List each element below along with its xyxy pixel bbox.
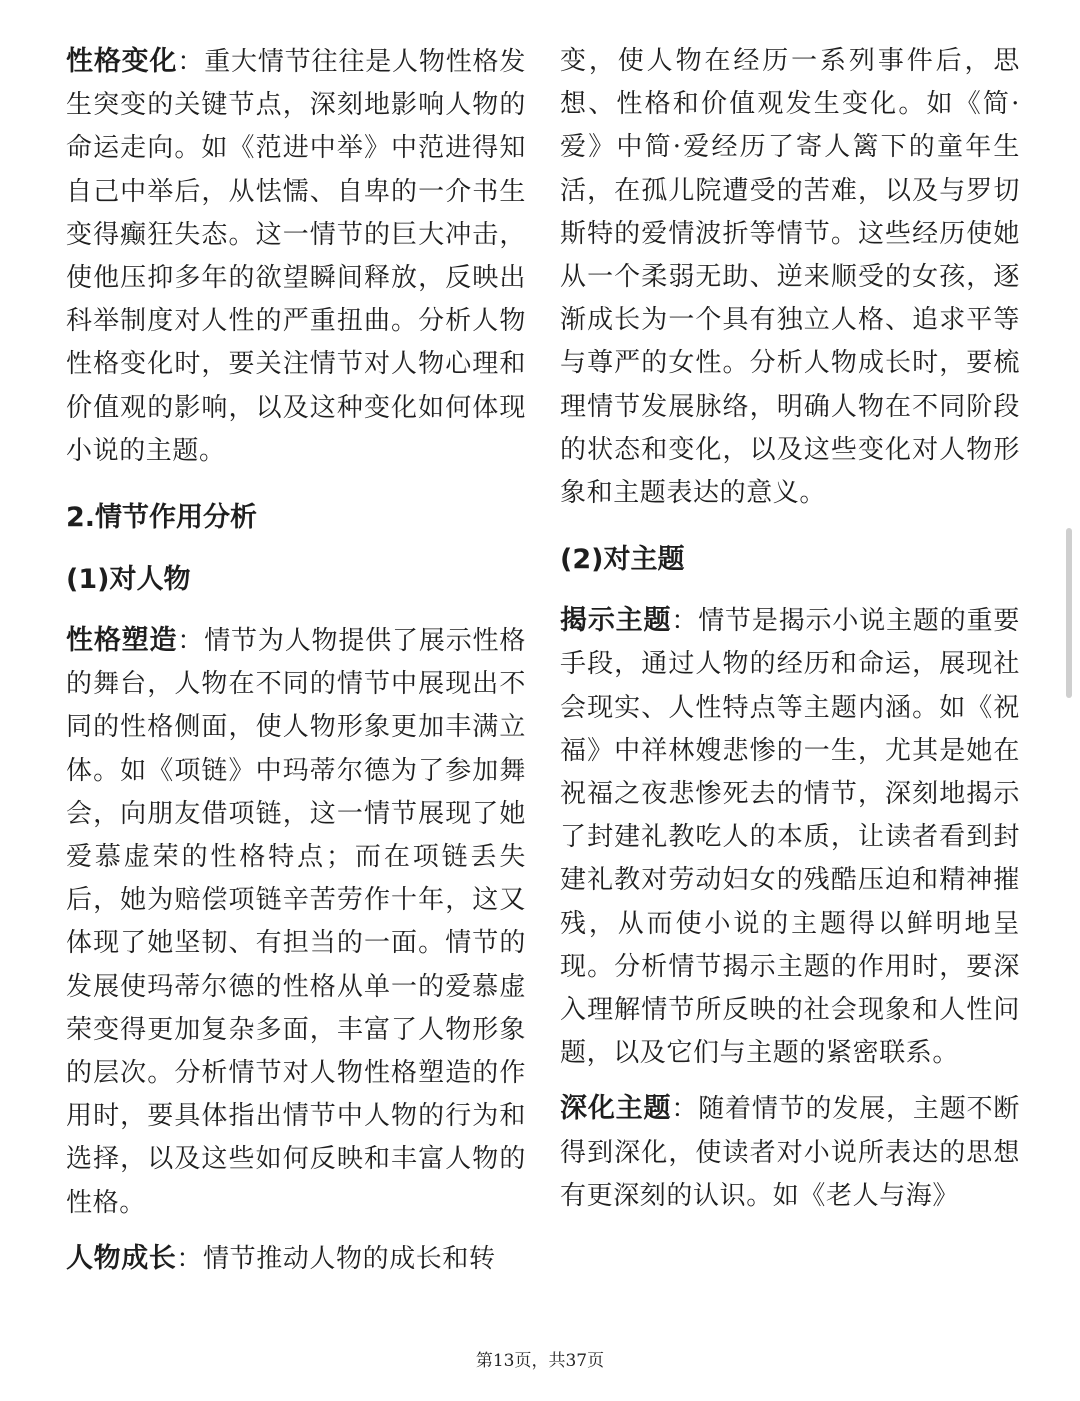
- term-personality-shaping: 性格塑造: [66, 625, 178, 657]
- text-personality-shaping: ：情节为人物提供了展示性格的舞台，人物在不同的情节中展现出不同的性格侧面，使人物形象更加丰满立体。如《项链》中玛蒂尔德为了参加舞会，向朋友借项链，这一情节展现了她爱慕虚荣的性格特点；而在项链丢失后，她为赔偿项链辛苦劳作十年，这又体现了她坚韧、有担当的一面。情节的发展使玛蒂尔德的性格从单一的爱慕虚荣变得更加复杂多面，丰富了人物形象的层次。分析情节对人物性格塑造的作用时，要具体指出情节中人物的行为和选择，以及这些如何反映和丰富人物的性格。: [66, 626, 526, 1218]
- paragraph-reveal-theme: [560, 599, 1020, 1075]
- left-column: [66, 40, 526, 1281]
- section-heading-plot-function: 2.情节作用分析: [66, 502, 258, 534]
- subheading-on-characters: (1)对人物: [66, 564, 191, 596]
- term-deepen-theme: 深化主题: [560, 1093, 672, 1125]
- term-character-growth: 人物成长: [66, 1242, 177, 1274]
- paragraph-deepen-theme: [560, 1087, 1020, 1218]
- paragraph-character-growth-cont: 变，使人物在经历一系列事件后，思想、性格和价值观发生变化。如《简·爱》中简·爱经历了寄人篱下的童年生活，在孤儿院遭受的苦难，以及与罗切斯特的爱情波折等情节。这些经历使她从一个柔弱无助、逆来顺受的女孩，逐渐成长为一个具有独立人格、追求平等与尊严的女性。分析人物成长时，要梳理情节发展脉络，明确人物在不同阶段的状态和变化，以及这些变化对人物形象和主题表达的意义。: [560, 46, 1020, 509]
- text-deepen-theme: ：随着情节的发展，主题不断得到深化，使读者对小说所表达的思想有更深刻的认识。如《老人与海》: [560, 1094, 1020, 1211]
- term-reveal-theme: 揭示主题: [560, 605, 672, 637]
- subheading-on-theme: (2)对主题: [560, 544, 685, 576]
- text-reveal-theme: ：情节是揭示小说主题的重要手段，通过人物的经历和命运，展现社会现实、人性特点等主题内涵。如《祝福》中祥林嫂悲惨的一生，尤其是她在祝福之夜悲惨死去的情节，深刻地揭示了封建礼教吃人的本质，让读者看到封建礼教对劳动妇女的残酷压迫和精神摧残，从而使小说的主题得以鲜明地呈现。分析情节揭示主题的作用时，要深入理解情节所反映的社会现象和人性问题，以及它们与主题的紧密联系。: [560, 606, 1020, 1069]
- page-number-footer: 第13页，共37页: [475, 1351, 605, 1371]
- paragraph-personality-change: [66, 40, 526, 473]
- paragraph-character-growth: [66, 1237, 526, 1281]
- term-personality-change: 性格变化: [66, 46, 178, 77]
- paragraph-personality-shaping: [66, 619, 526, 1225]
- scrollbar-thumb[interactable]: [1066, 528, 1072, 698]
- text-personality-change: ：重大情节往往是人物性格发生突变的关键节点，深刻地影响人物的命运走向。如《范进中举》中范进得知自己中举后，从怯懦、自卑的一介书生变得癫狂失态。这一情节的巨大冲击，使他压抑多年的欲望瞬间释放，反映出科举制度对人性的严重扭曲。分析人物性格变化时，要关注情节对人物心理和价值观的影响，以及这种变化如何体现小说的主题。: [66, 47, 526, 466]
- right-column: [560, 40, 1020, 1218]
- text-character-growth: ：情节推动人物的成长和转: [176, 1243, 496, 1274]
